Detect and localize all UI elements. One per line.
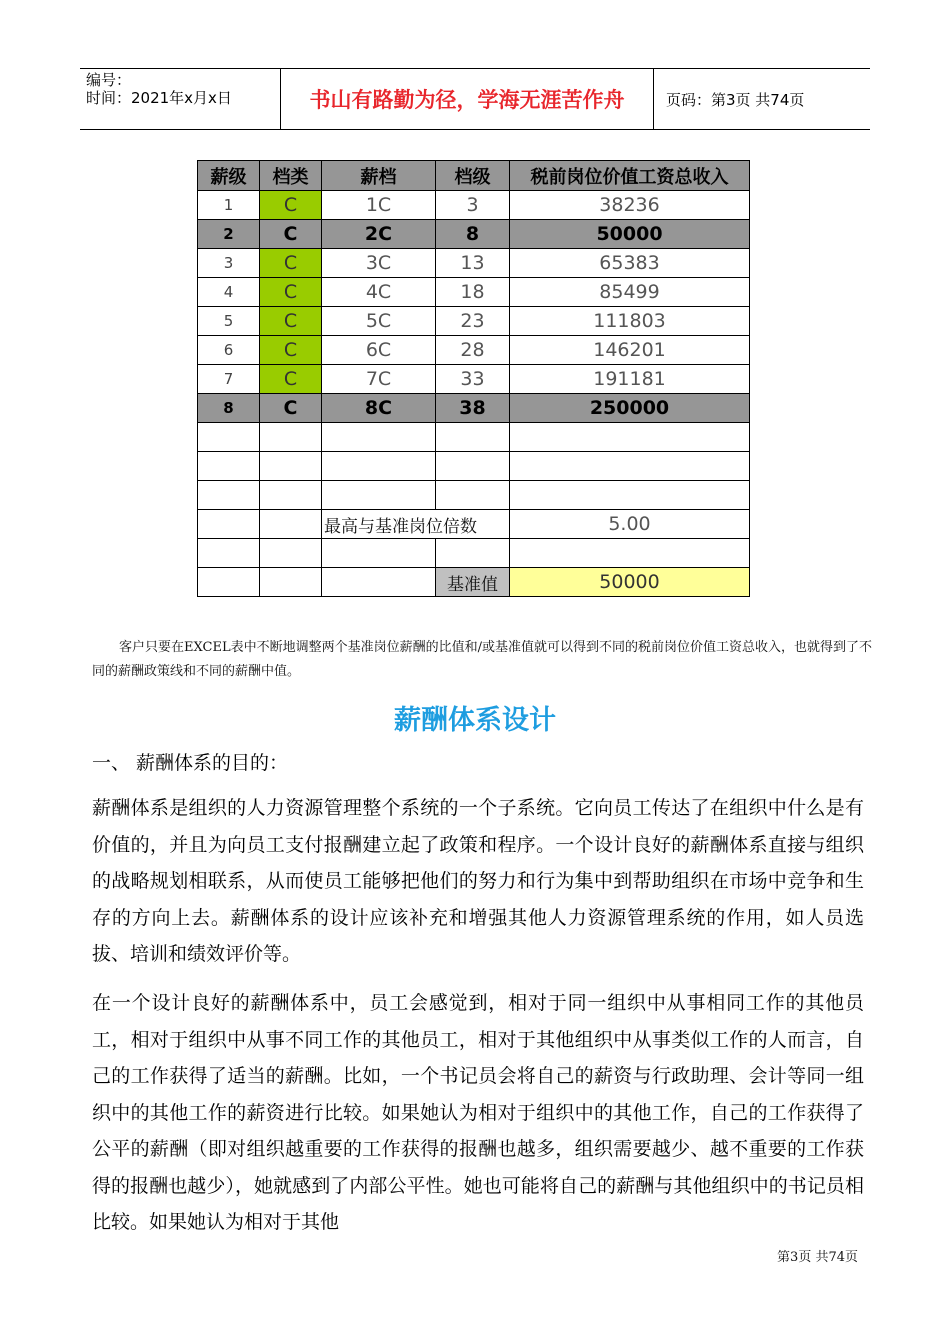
cell: 38236 bbox=[510, 191, 750, 220]
cell bbox=[436, 452, 510, 481]
cell: C bbox=[260, 394, 322, 423]
cell bbox=[198, 452, 260, 481]
table-row-empty bbox=[198, 423, 750, 452]
table-row-empty bbox=[198, 452, 750, 481]
table-row bbox=[198, 307, 750, 336]
cell bbox=[260, 510, 322, 539]
page-header bbox=[80, 68, 870, 130]
cell: 85499 bbox=[510, 278, 750, 307]
table-row bbox=[198, 191, 750, 220]
table-row bbox=[198, 249, 750, 278]
cell: 65383 bbox=[510, 249, 750, 278]
col-header: 薪档 bbox=[322, 161, 436, 191]
cell: C bbox=[260, 249, 322, 278]
table-row bbox=[198, 394, 750, 423]
cell bbox=[198, 568, 260, 597]
cell bbox=[260, 539, 322, 568]
cell: 5 bbox=[198, 307, 260, 336]
cell: 6 bbox=[198, 336, 260, 365]
cell bbox=[322, 481, 436, 510]
table-row bbox=[198, 278, 750, 307]
cell: 8 bbox=[436, 220, 510, 249]
table-row bbox=[198, 336, 750, 365]
cell: C bbox=[260, 278, 322, 307]
cell bbox=[198, 539, 260, 568]
cell: 28 bbox=[436, 336, 510, 365]
table-row-empty bbox=[198, 481, 750, 510]
cell: 146201 bbox=[510, 336, 750, 365]
cell bbox=[260, 481, 322, 510]
cell bbox=[436, 423, 510, 452]
cell: 33 bbox=[436, 365, 510, 394]
page-footer: 第3页 共74页 bbox=[777, 1250, 858, 1265]
col-header: 薪级 bbox=[198, 161, 260, 191]
cell bbox=[260, 423, 322, 452]
cell bbox=[198, 481, 260, 510]
cell: 3 bbox=[436, 191, 510, 220]
cell: 38 bbox=[436, 394, 510, 423]
cell: 7 bbox=[198, 365, 260, 394]
cell bbox=[322, 539, 436, 568]
ratio-row bbox=[198, 510, 750, 539]
header-number-label: 编号： bbox=[86, 71, 132, 89]
base-row bbox=[198, 568, 750, 597]
ratio-label: 最高与基准岗位倍数 bbox=[322, 510, 510, 539]
cell: 1C bbox=[322, 191, 436, 220]
cell: 50000 bbox=[510, 220, 750, 249]
base-value: 50000 bbox=[510, 568, 750, 597]
cell: 5C bbox=[322, 307, 436, 336]
cell bbox=[436, 481, 510, 510]
header-motto: 书山有路勤为径，学海无涯苦作舟 bbox=[281, 69, 654, 129]
cell bbox=[510, 423, 750, 452]
cell bbox=[322, 568, 436, 597]
cell bbox=[510, 539, 750, 568]
cell: 6C bbox=[322, 336, 436, 365]
cell: 3C bbox=[322, 249, 436, 278]
cell bbox=[322, 423, 436, 452]
col-header: 档级 bbox=[436, 161, 510, 191]
cell bbox=[198, 510, 260, 539]
cell: C bbox=[260, 307, 322, 336]
cell: 18 bbox=[436, 278, 510, 307]
cell: 3 bbox=[198, 249, 260, 278]
cell: 7C bbox=[322, 365, 436, 394]
section-title: 薪酬体系设计 bbox=[394, 705, 556, 736]
col-header: 档类 bbox=[260, 161, 322, 191]
paragraph: 在一个设计良好的薪酬体系中，员工会感觉到，相对于同一组织中从事相同工作的其他员工，相对于组织中从事不同工作的其他员工，相对于其他组织中从事类似工作的人而言，自己的工作获得了适当的薪酬。比如，一个书记员会将自己的薪资与行政助理、会计等同一组织中的其他工作的薪资进行比较。如果她认为相对于组织中的其他工作，自己的工作获得了公平的薪酬（即对组织越重要的工作获得的报酬也越多，组织需要越少、越不重要的工作获得的报酬也越少），她就感到了内部公平性。她也可能将自己的薪酬与其他组织中的书记员相比较。如果她认为相对于其他 bbox=[92, 992, 864, 1233]
salary-table bbox=[197, 160, 750, 597]
col-header: 税前岗位价值工资总收入 bbox=[510, 161, 750, 191]
cell bbox=[260, 568, 322, 597]
cell: C bbox=[260, 336, 322, 365]
cell: 250000 bbox=[510, 394, 750, 423]
table-row-empty bbox=[198, 539, 750, 568]
cell: 8C bbox=[322, 394, 436, 423]
cell bbox=[322, 452, 436, 481]
table-row bbox=[198, 220, 750, 249]
cell: 4 bbox=[198, 278, 260, 307]
cell: 1 bbox=[198, 191, 260, 220]
cell: C bbox=[260, 365, 322, 394]
cell bbox=[510, 481, 750, 510]
cell: C bbox=[260, 220, 322, 249]
ratio-value: 5.00 bbox=[510, 510, 750, 539]
subheading: 一、 薪酬体系的目的： bbox=[92, 752, 289, 774]
cell: 2C bbox=[322, 220, 436, 249]
cell: 23 bbox=[436, 307, 510, 336]
header-page-info: 页码：第3页 共74页 bbox=[666, 90, 805, 109]
base-label: 基准值 bbox=[436, 568, 510, 597]
cell: 2 bbox=[198, 220, 260, 249]
cell bbox=[260, 452, 322, 481]
cell: 8 bbox=[198, 394, 260, 423]
header-meta bbox=[80, 69, 281, 129]
cell: 4C bbox=[322, 278, 436, 307]
table-caption: 客户只要在EXCEL表中不断地调整两个基准岗位薪酬的比值和/或基准值就可以得到不同的税前岗位价值工资总收入，也就得到了不同的薪酬政策线和不同的薪酬中值。 bbox=[92, 640, 872, 679]
cell: C bbox=[260, 191, 322, 220]
cell bbox=[198, 423, 260, 452]
table-header-row bbox=[198, 161, 750, 191]
cell bbox=[510, 452, 750, 481]
table-row bbox=[198, 365, 750, 394]
paragraph: 薪酬体系是组织的人力资源管理整个系统的一个子系统。它向员工传达了在组织中什么是有价值的，并且为向员工支付报酬建立起了政策和程序。一个设计良好的薪酬体系直接与组织的战略规划相联系，从而使员工能够把他们的努力和行为集中到帮助组织在市场中竞争和生存的方向上去。薪酬体系的设计应该补充和增强其他人力资源管理系统的作用，如人员选拔、培训和绩效评价等。 bbox=[92, 797, 864, 965]
header-time-label: 时间：2021年x月x日 bbox=[86, 89, 232, 107]
cell bbox=[436, 539, 510, 568]
cell: 191181 bbox=[510, 365, 750, 394]
cell: 13 bbox=[436, 249, 510, 278]
cell: 111803 bbox=[510, 307, 750, 336]
